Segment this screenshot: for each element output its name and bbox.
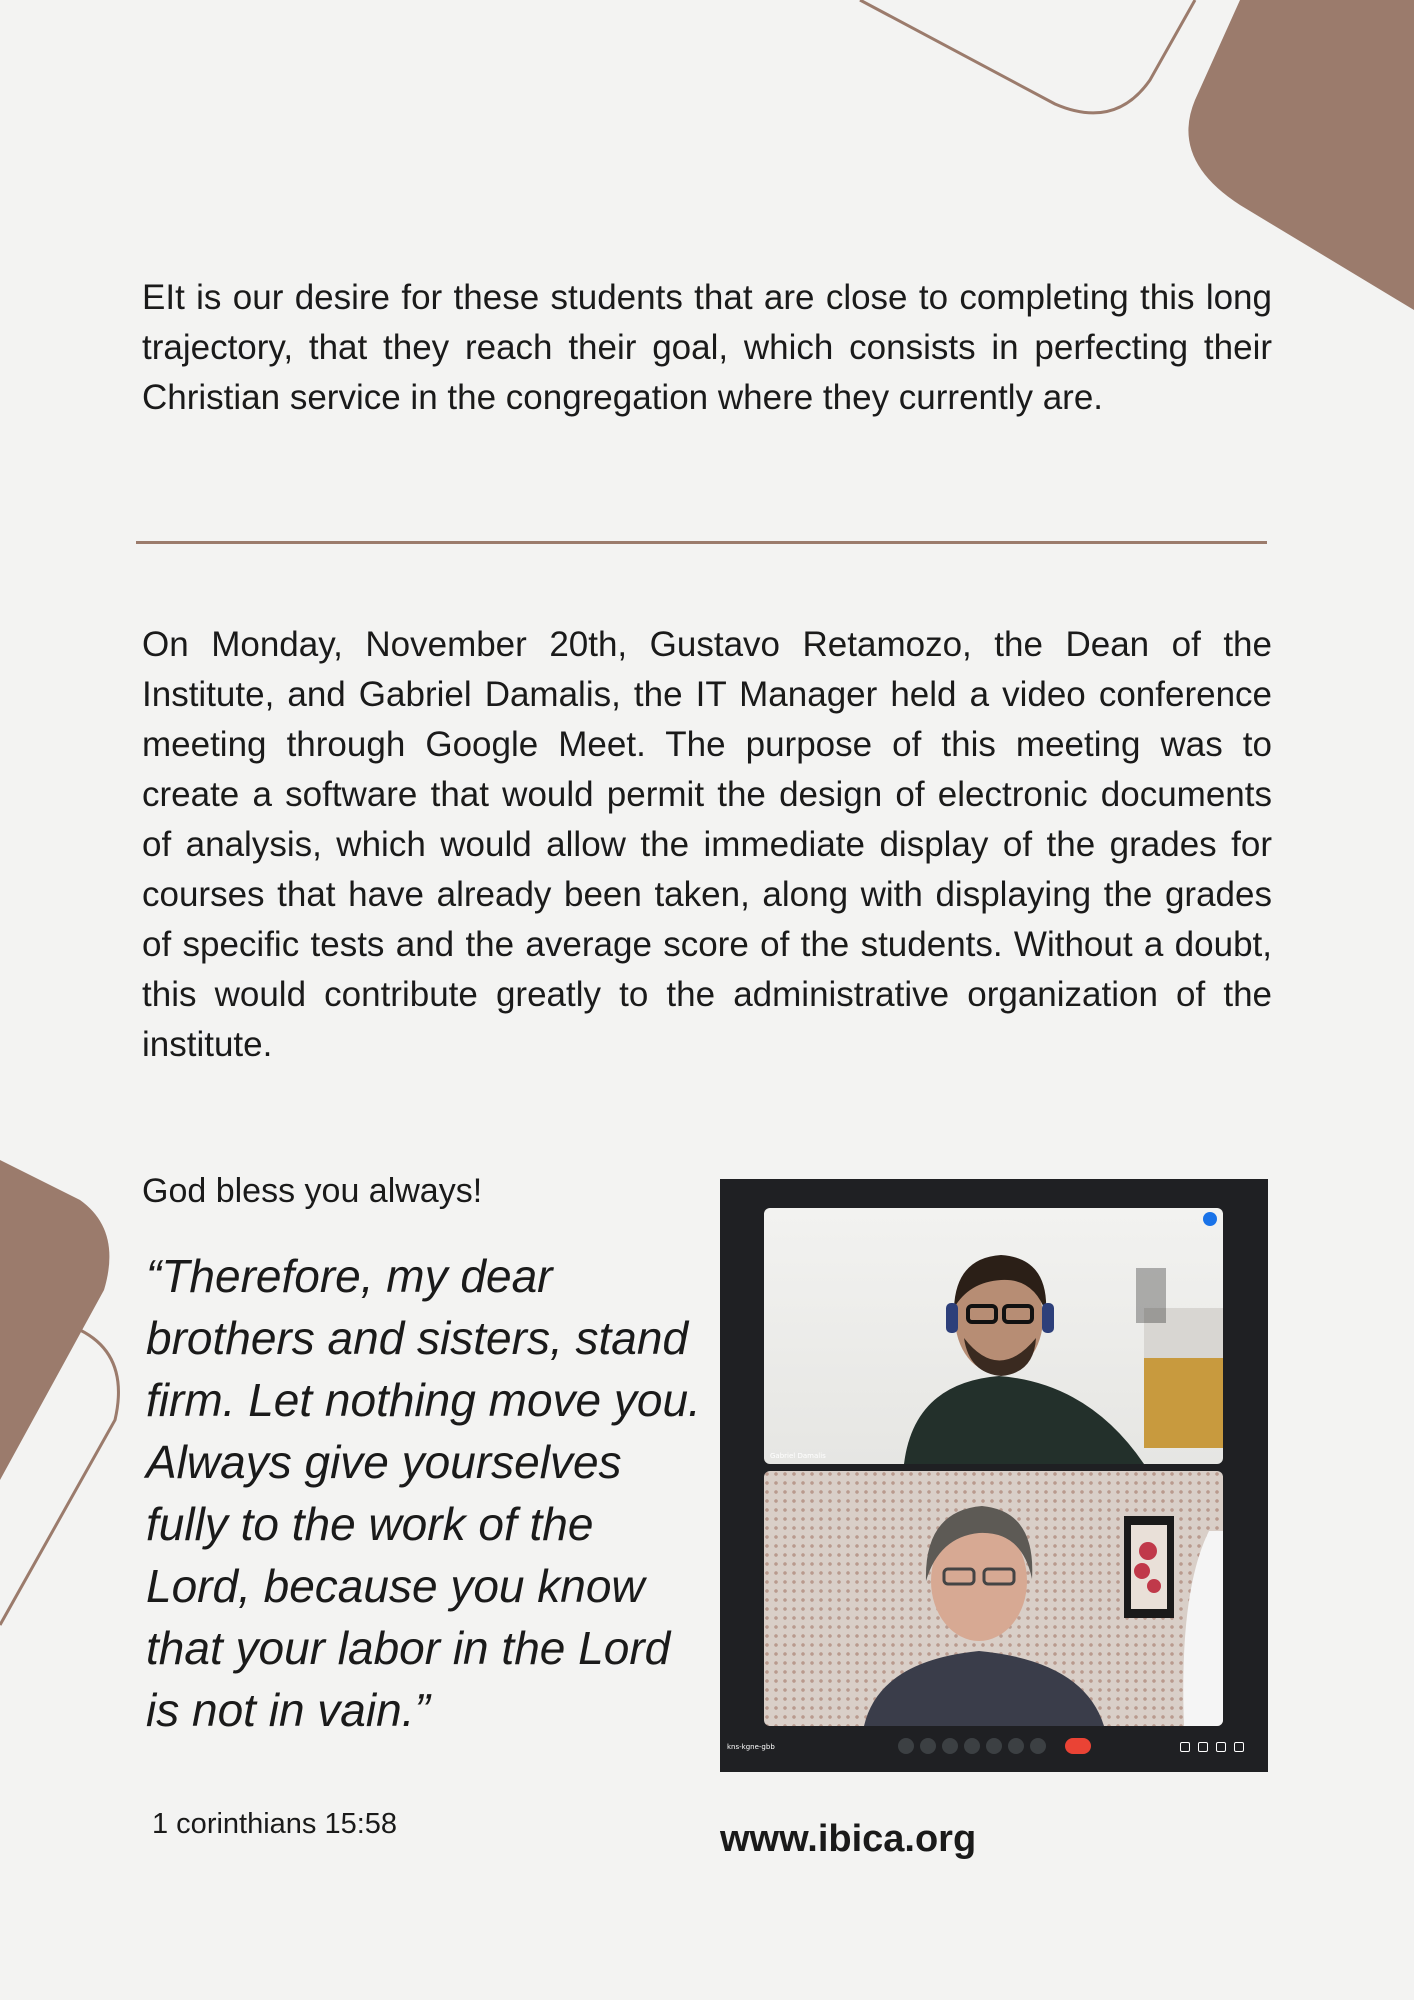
meeting-code: kns-kgne-gbb (727, 1743, 775, 1751)
video-conference-photo (720, 1179, 1268, 1772)
participant-name-top: Gabriel Damalis (770, 1452, 826, 1460)
people-icon[interactable] (1198, 1742, 1208, 1752)
intro-paragraph: EIt is our desire for these students that are close to completing this long trajectory, that they reach their goal, which consists in perfecting their Christian service in the congregation where they currently are. (142, 278, 1272, 417)
present-icon[interactable] (986, 1738, 1002, 1754)
top-outline-shape (860, 0, 1195, 113)
activities-icon[interactable] (1234, 1742, 1244, 1752)
end-call-button[interactable] (1065, 1738, 1091, 1754)
meeting-paragraph: On Monday, November 20th, Gustavo Retamozo, the Dean of the Institute, and Gabriel Damalis, the IT Manager held a video conference meeting through Google Meet. The purpose of this meeting was to create a software that would permit the design of electronic documents of analysis, which would allow the immediate display of the grades for courses that have already been taken, along with displaying the grades of specific tests and the average score of the students. Without a doubt, this would contribute greatly to the administrative organization of the institute. (142, 625, 1272, 1064)
bible-quote: “Therefore, my dear brothers and sisters, stand firm. Let nothing move you. Always give yourselves fully to the work of the Lord, because you know that your labor in the Lord is not in vain.” (146, 1250, 701, 1736)
emoji-icon[interactable] (964, 1738, 980, 1754)
participant-tile-bottom (764, 1471, 1223, 1726)
participant-image-top (764, 1208, 1223, 1464)
mic-icon[interactable] (898, 1738, 914, 1754)
chat-icon[interactable] (1216, 1742, 1226, 1752)
top-right-shape (1188, 0, 1414, 310)
pin-icon[interactable] (1203, 1212, 1217, 1226)
blessing-text: God bless you always! (142, 1172, 483, 1210)
participant-tile-top (764, 1208, 1223, 1464)
info-icon[interactable] (1180, 1742, 1190, 1752)
quote-reference: 1 corinthians 15:58 (152, 1808, 398, 1840)
camera-icon[interactable] (920, 1738, 936, 1754)
captions-icon[interactable] (942, 1738, 958, 1754)
section-divider (136, 541, 1267, 544)
left-shape (0, 1160, 109, 1480)
more-options-icon[interactable] (1030, 1738, 1046, 1754)
website-link[interactable]: www.ibica.org (720, 1818, 977, 1860)
raise-hand-icon[interactable] (1008, 1738, 1024, 1754)
participant-image-bottom (764, 1471, 1223, 1726)
